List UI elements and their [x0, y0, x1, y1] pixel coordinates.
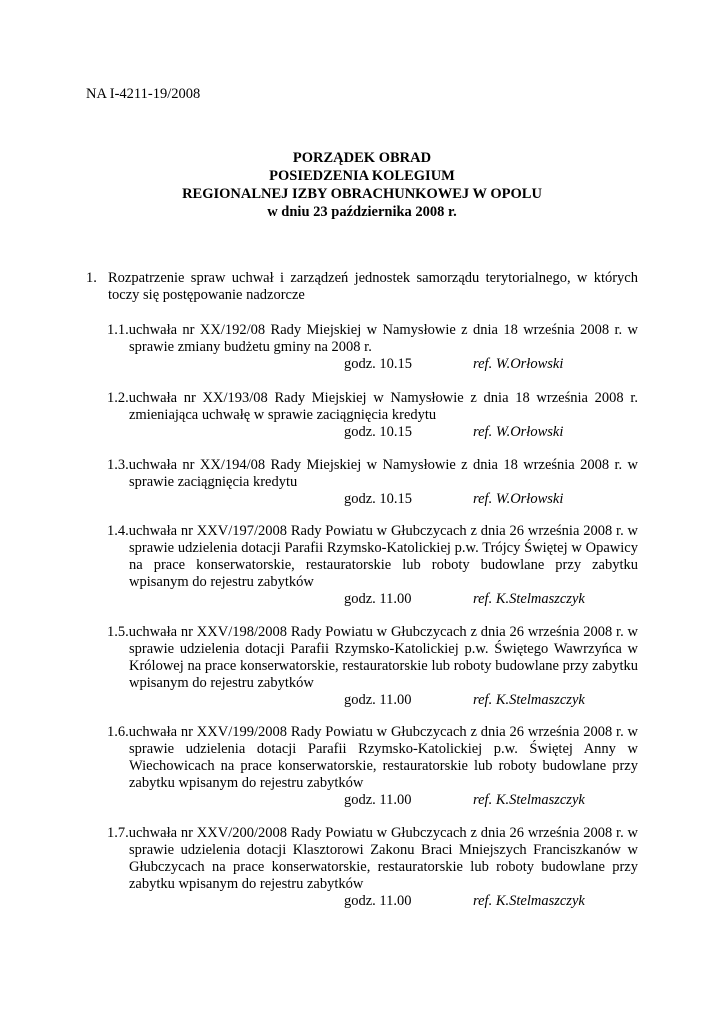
- subitem-meta: [107, 424, 638, 441]
- subitem-time: godz. 10.15: [344, 491, 413, 507]
- agenda-subitem: [107, 724, 638, 809]
- subitem-text: 1.6.uchwała nr XXV/199/2008 Rady Powiatu w Głubczycach z dnia 26 września 2008 r. w sprawie udzielenia dotacji Parafii Rzymsko-Katolickiej p.w. Świętej Anny w Wiechowicach na prace konserwatorskie, restauratorskie lub roboty budowlane przy zabytku wpisanym do rejestru zabytków: [107, 724, 638, 791]
- agenda-subitem: [107, 457, 638, 508]
- subitem-meta: [107, 692, 638, 709]
- title-line-1: PORZĄDEK OBRAD: [292, 150, 432, 166]
- subitem-time: godz. 11.00: [344, 692, 412, 708]
- subitem-referent: ref. K.Stelmaszczyk: [473, 792, 585, 808]
- agenda-subitem: [107, 825, 638, 910]
- agenda-subitem: [107, 523, 638, 608]
- subitem-meta: [107, 792, 638, 809]
- title-line-3: REGIONALNEJ IZBY OBRACHUNKOWEJ W OPOLU: [182, 186, 542, 202]
- subitem-text: 1.1.uchwała nr XX/192/08 Rady Miejskiej w Namysłowie z dnia 18 września 2008 r. w sprawie zmiany budżetu gminy na 2008 r.: [107, 322, 638, 355]
- subitem-text: 1.4.uchwała nr XXV/197/2008 Rady Powiatu w Głubczycach z dnia 26 września 2008 r. w sprawie udzielenia dotacji Parafii Rzymsko-Katolickiej p.w. Trójcy Świętej w Opawicy na prace konserwatorskie, restauratorskie lub roboty budowlane przy zabytku wpisanym do rejestru zabytków: [107, 523, 638, 590]
- agenda-subitem: [107, 322, 638, 373]
- subitem-meta: [107, 356, 638, 373]
- subitem-time: godz. 11.00: [344, 893, 412, 909]
- agenda-subitem: [107, 390, 638, 441]
- agenda-subitem: [107, 624, 638, 709]
- title-line-4: w dniu 23 października 2008 r.: [267, 204, 457, 220]
- subitem-time: godz. 11.00: [344, 591, 412, 607]
- subitem-time: godz. 11.00: [344, 792, 412, 808]
- subitem-meta: [107, 893, 638, 910]
- subitem-time: godz. 10.15: [344, 356, 413, 372]
- subitem-meta: [107, 491, 638, 508]
- subitem-referent: ref. K.Stelmaszczyk: [473, 893, 585, 909]
- subitem-referent: ref. W.Orłowski: [473, 356, 564, 372]
- subitem-referent: ref. K.Stelmaszczyk: [473, 692, 585, 708]
- subitem-text: 1.2.uchwała nr XX/193/08 Rady Miejskiej w Namysłowie z dnia 18 września 2008 r. zmieniająca uchwałę w sprawie zaciągnięcia kredytu: [107, 390, 638, 423]
- subitem-text: 1.5.uchwała nr XXV/198/2008 Rady Powiatu w Głubczycach z dnia 26 września 2008 r. w sprawie udzielenia dotacji Parafii Rzymsko-Katolickiej p.w. Świętego Wawrzyńca w Królowej na prace konserwatorskie, restauratorskie lub roboty budowlane przy zabytku wpisanym do rejestru zabytków: [107, 624, 638, 691]
- agenda-item-text: Rozpatrzenie spraw uchwał i zarządzeń jednostek samorządu terytorialnego, w których toczy się postępowanie nadzorcze: [108, 270, 638, 303]
- title-line-2: POSIEDZENIA KOLEGIUM: [269, 168, 455, 184]
- document-title: [0, 150, 724, 222]
- agenda-item-number: 1.: [86, 270, 97, 286]
- document-reference-number: NA I-4211-19/2008: [86, 86, 201, 102]
- agenda-item-1: [86, 270, 638, 304]
- subitem-referent: ref. W.Orłowski: [473, 491, 564, 507]
- subitem-time: godz. 10.15: [344, 424, 413, 440]
- subitem-referent: ref. W.Orłowski: [473, 424, 564, 440]
- subitem-meta: [107, 591, 638, 608]
- subitem-referent: ref. K.Stelmaszczyk: [473, 591, 585, 607]
- subitem-text: 1.3.uchwała nr XX/194/08 Rady Miejskiej w Namysłowie z dnia 18 września 2008 r. w sprawie zaciągnięcia kredytu: [107, 457, 638, 490]
- subitem-text: 1.7.uchwała nr XXV/200/2008 Rady Powiatu w Głubczycach z dnia 26 września 2008 r. w sprawie udzielenia dotacji Klasztorowi Zakonu Braci Mniejszych Franciszkanów w Głubczycach na prace konserwatorskie, restauratorskie lub roboty budowlane przy zabytku wpisanym do rejestru zabytków: [107, 825, 638, 892]
